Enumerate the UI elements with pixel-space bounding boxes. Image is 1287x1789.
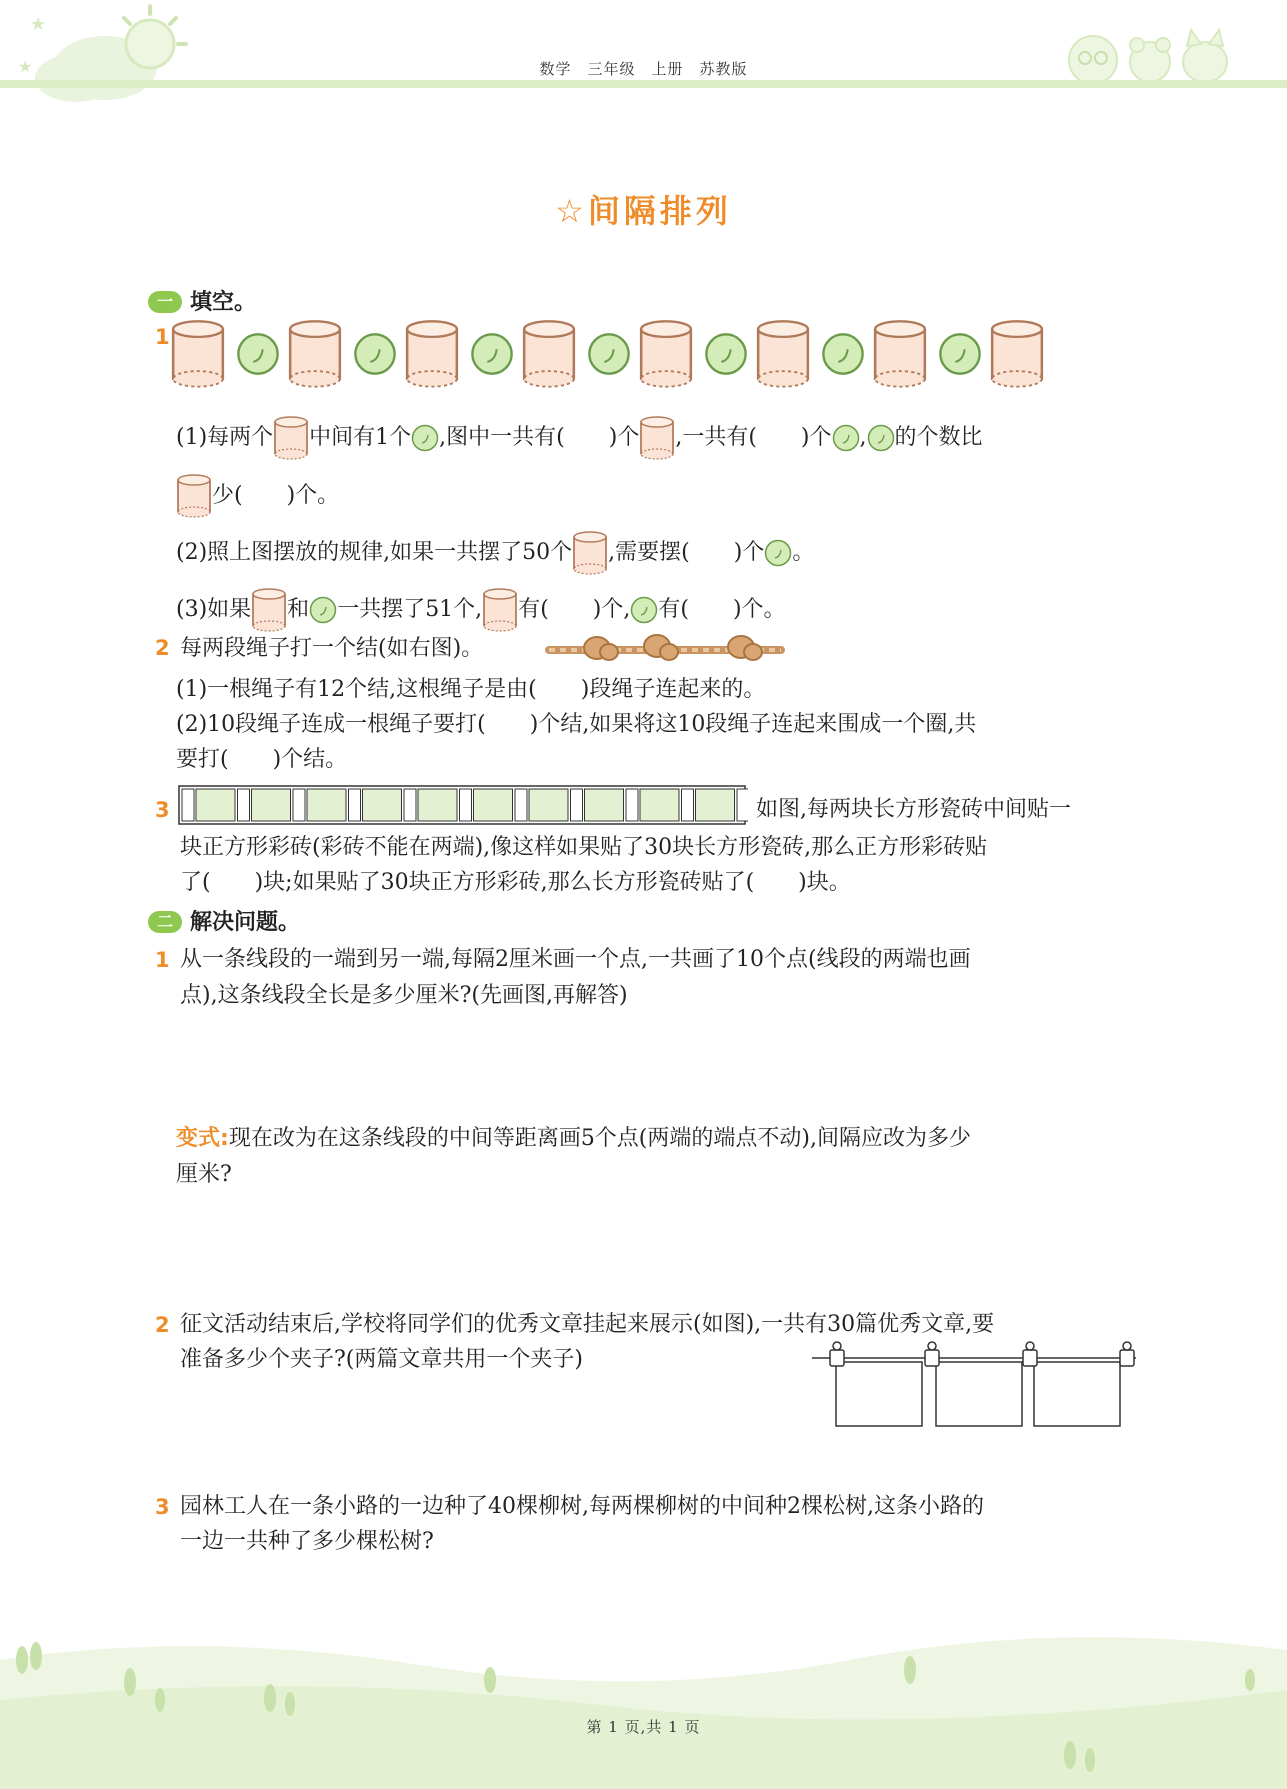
rectangle-tile bbox=[238, 789, 250, 821]
section-1-badge: 一 bbox=[148, 291, 182, 313]
s2-q3-number: 3 bbox=[155, 1495, 170, 1519]
header-decoration-left bbox=[0, 0, 200, 110]
pattern-cylinder bbox=[875, 321, 925, 386]
section-1-heading bbox=[148, 285, 256, 316]
cylinder-icon bbox=[176, 473, 212, 519]
section-2-badge: 二 bbox=[148, 911, 182, 933]
s2-q1-variant-line1 bbox=[176, 1124, 971, 1154]
q1-sub3-text-a: (3)如果 bbox=[176, 597, 252, 622]
cylinder-ball-pattern bbox=[170, 318, 1060, 390]
q1-sub1-text-e: , bbox=[859, 425, 867, 450]
q1-sub1-text-g: 少( )个。 bbox=[212, 483, 340, 508]
pattern-ball bbox=[472, 334, 511, 373]
q1-sub3-line bbox=[176, 587, 786, 633]
rectangle-tile bbox=[737, 789, 748, 821]
ball-icon bbox=[630, 596, 658, 624]
svg-text:★: ★ bbox=[18, 57, 33, 76]
pattern-ball bbox=[940, 334, 979, 373]
rectangle-tile bbox=[682, 789, 694, 821]
tile-row-image bbox=[178, 784, 748, 826]
q1-sub2-text-c: 。 bbox=[792, 540, 815, 565]
hanging-articles-image bbox=[810, 1338, 1140, 1430]
ball-icon bbox=[309, 596, 337, 624]
square-color-tile bbox=[585, 789, 624, 821]
footer-landscape bbox=[0, 1620, 1287, 1789]
rectangle-tile bbox=[571, 789, 583, 821]
pattern-ball bbox=[238, 334, 277, 373]
cylinder-icon bbox=[273, 415, 309, 461]
q3-line3: 了( )块;如果贴了30块正方形彩砖,那么长方形瓷砖贴了( )块。 bbox=[180, 870, 851, 895]
s2-q1-number: 1 bbox=[155, 948, 170, 972]
q2-sub1: (1)一根绳子有12个结,这根绳子是由( )段绳子连起来的。 bbox=[176, 677, 766, 702]
ball-icon bbox=[411, 424, 439, 452]
q1-sub1-text-c: ,图中一共有( )个 bbox=[439, 425, 640, 450]
header-text: 数学 三年级 上册 苏教版 bbox=[539, 60, 748, 78]
cylinder-icon bbox=[639, 415, 675, 461]
q2-sub2-line2: 要打( )个结。 bbox=[176, 747, 348, 772]
q2-stem: 每两段绳子打一个结(如右图)。 bbox=[180, 636, 484, 661]
page-number-footer: 第 1 页,共 1 页 bbox=[586, 1718, 701, 1736]
q1-sub2-text-b: ,需要摆( )个 bbox=[608, 540, 765, 565]
q1-sub3-text-b: 和 bbox=[287, 597, 310, 622]
rectangle-tile bbox=[515, 789, 527, 821]
s2-q1-line1: 从一条线段的一端到另一端,每隔2厘米画一个点,一共画了10个点(线段的两端也画 bbox=[180, 947, 971, 972]
square-color-tile bbox=[196, 789, 235, 821]
square-color-tile bbox=[529, 789, 568, 821]
q1-sub1-text-b: 中间有1个 bbox=[309, 425, 412, 450]
section-2-label: 解决问题。 bbox=[190, 910, 301, 935]
s2-q3-line1: 园林工人在一条小路的一边种了40棵柳树,每两棵柳树的中间种2棵松树,这条小路的 bbox=[180, 1494, 984, 1519]
q1-sub3-text-e: 有( )个。 bbox=[658, 597, 786, 622]
ball-icon bbox=[764, 539, 792, 567]
pattern-cylinder bbox=[524, 321, 574, 386]
pattern-ball bbox=[589, 334, 628, 373]
pattern-ball bbox=[706, 334, 745, 373]
variant-text: 现在改为在这条线段的中间等距离画5个点(两端的端点不动),间隔应改为多少 bbox=[228, 1126, 971, 1151]
pattern-cylinder bbox=[992, 321, 1042, 386]
s2-q2-line1: 征文活动结束后,学校将同学们的优秀文章挂起来展示(如图),一共有30篇优秀文章,要 bbox=[180, 1312, 995, 1337]
q1-number: 1 bbox=[155, 325, 170, 349]
header-band bbox=[0, 80, 1287, 88]
s2-q2-line2: 准备多少个夹子?(两篇文章共用一个夹子) bbox=[180, 1347, 583, 1372]
q1-sub1-text-d: ,一共有( )个 bbox=[675, 425, 832, 450]
square-color-tile bbox=[696, 789, 735, 821]
section-2-heading bbox=[148, 905, 300, 936]
pattern-ball bbox=[355, 334, 394, 373]
cylinder-icon bbox=[482, 587, 518, 633]
q1-sub1-text-f: 的个数比 bbox=[894, 425, 983, 450]
pattern-cylinder bbox=[641, 321, 691, 386]
q3-line1: 如图,每两块长方形瓷砖中间贴一 bbox=[756, 797, 1071, 822]
cylinder-icon bbox=[251, 587, 287, 633]
square-color-tile bbox=[252, 789, 291, 821]
square-color-tile bbox=[474, 789, 513, 821]
q3-line2: 块正方形彩砖(彩砖不能在两端),像这样如果贴了30块长方形瓷砖,那么正方形彩砖贴 bbox=[180, 835, 988, 860]
pattern-cylinder bbox=[758, 321, 808, 386]
q1-sub1-line1 bbox=[176, 415, 983, 461]
square-color-tile bbox=[307, 789, 346, 821]
rectangle-tile bbox=[349, 789, 361, 821]
ball-icon bbox=[867, 424, 895, 452]
rectangle-tile bbox=[626, 789, 638, 821]
pattern-cylinder bbox=[290, 321, 340, 386]
rectangle-tile bbox=[293, 789, 305, 821]
q2-sub2-line1: (2)10段绳子连成一根绳子要打( )个结,如果将这10段绳子连起来围成一个圈,共 bbox=[176, 712, 977, 737]
s2-q1-line2: 点),这条线段全长是多少厘米?(先画图,再解答) bbox=[180, 983, 628, 1008]
s2-q3-line2: 一边一共种了多少棵松树? bbox=[180, 1529, 434, 1554]
rectangle-tile bbox=[404, 789, 416, 821]
square-color-tile bbox=[418, 789, 457, 821]
section-1-label: 填空。 bbox=[190, 290, 257, 315]
q1-sub3-text-c: 一共摆了51个, bbox=[337, 597, 483, 622]
pattern-cylinder bbox=[173, 321, 223, 386]
q1-sub2-text-a: (2)照上图摆放的规律,如果一共摆了50个 bbox=[176, 540, 573, 565]
pattern-cylinder bbox=[407, 321, 457, 386]
cylinder-icon bbox=[572, 530, 608, 576]
pattern-ball bbox=[823, 334, 862, 373]
square-color-tile bbox=[640, 789, 679, 821]
q3-number: 3 bbox=[155, 798, 170, 822]
q1-sub3-text-d: 有( )个, bbox=[518, 597, 631, 622]
q1-sub2-line bbox=[176, 530, 814, 576]
q1-sub1-line2 bbox=[176, 473, 339, 519]
q2-number: 2 bbox=[155, 636, 170, 660]
rectangle-tile bbox=[460, 789, 472, 821]
page-title: ☆间隔排列 bbox=[555, 192, 732, 230]
square-color-tile bbox=[363, 789, 402, 821]
s2-q1-variant-line2: 厘米? bbox=[176, 1162, 232, 1187]
variant-label: 变式: bbox=[176, 1126, 229, 1151]
rope-knots-image bbox=[545, 628, 785, 668]
s2-q2-number: 2 bbox=[155, 1313, 170, 1337]
ball-icon bbox=[832, 424, 860, 452]
q1-sub1-text-a: (1)每两个 bbox=[176, 425, 274, 450]
rectangle-tile bbox=[182, 789, 194, 821]
svg-text:★: ★ bbox=[30, 14, 47, 35]
